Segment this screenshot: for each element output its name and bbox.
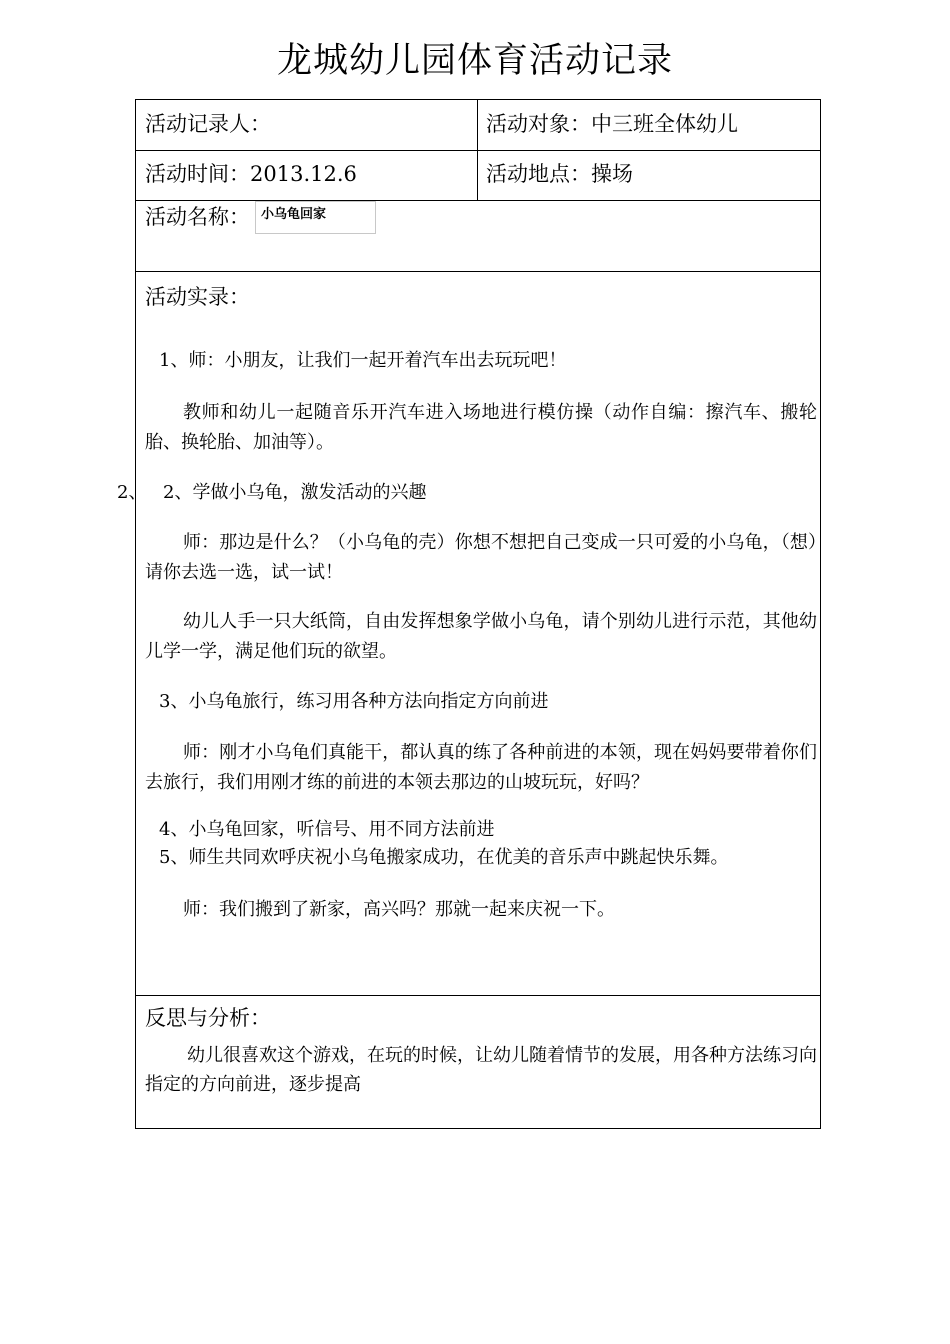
row-divider [135, 150, 821, 151]
reflection-label: 反思与分析： [145, 1006, 271, 1030]
target-label: 活动对象：中三班全体幼儿 [486, 112, 738, 136]
activity-name-label: 活动名称： [145, 205, 250, 229]
record-paragraph-1: 教师和幼儿一起随音乐开汽车进入场地进行模仿操（动作自编：擦汽车、搬轮胎、换轮胎、加油等）。 [145, 402, 817, 453]
record-paragraph-5: 师：我们搬到了新家，高兴吗？那就一起来庆祝一下。 [183, 899, 615, 920]
reflection-text: 幼儿很喜欢这个游戏，在玩的时候，让幼儿随着情节的发展，用各种方法练习向指定的方向前进，逐步提高 [145, 1045, 817, 1095]
row-divider [135, 200, 821, 201]
record-step-4: 4、小乌龟回家，听信号、用不同方法前进 [159, 819, 495, 840]
row-divider [135, 271, 821, 272]
document-title: 龙城幼儿园体育活动记录 [276, 41, 673, 81]
activity-name-value: 小乌龟回家 [261, 207, 327, 222]
record-label: 活动实录： [145, 285, 250, 309]
record-paragraph-2: 师：那边是什么？（小乌龟的壳）你想不想把自己变成一只可爱的小乌龟，（想）请你去选一选，试一试！ [145, 532, 817, 583]
record-step-1: 1、师：小朋友，让我们一起开着汽车出去玩玩吧！ [159, 350, 567, 371]
recorder-label: 活动记录人： [145, 112, 271, 136]
record-step-3: 3、小乌龟旅行，练习用各种方法向指定方向前进 [159, 691, 549, 712]
activity-name-field[interactable] [255, 201, 376, 234]
margin-mark: 2、 [117, 482, 147, 503]
time-label: 活动时间：2013.12.6 [145, 162, 357, 186]
record-paragraph-4: 师：刚才小乌龟们真能干，都认真的练了各种前进的本领，现在妈妈要带着你们去旅行，我们用刚才练的前进的本领去那边的山坡玩玩，好吗？ [145, 742, 817, 793]
record-paragraph-3: 幼儿人手一只大纸筒，自由发挥想象学做小乌龟，请个别幼儿进行示范，其他幼儿学一学，满足他们玩的欲望。 [145, 611, 817, 662]
column-divider [477, 99, 478, 201]
record-step-2: 2、学做小乌龟，激发活动的兴趣 [163, 482, 427, 503]
record-step-5: 5、师生共同欢呼庆祝小乌龟搬家成功，在优美的音乐声中跳起快乐舞。 [159, 847, 729, 868]
row-divider [135, 995, 821, 996]
place-label: 活动地点：操场 [486, 162, 633, 186]
